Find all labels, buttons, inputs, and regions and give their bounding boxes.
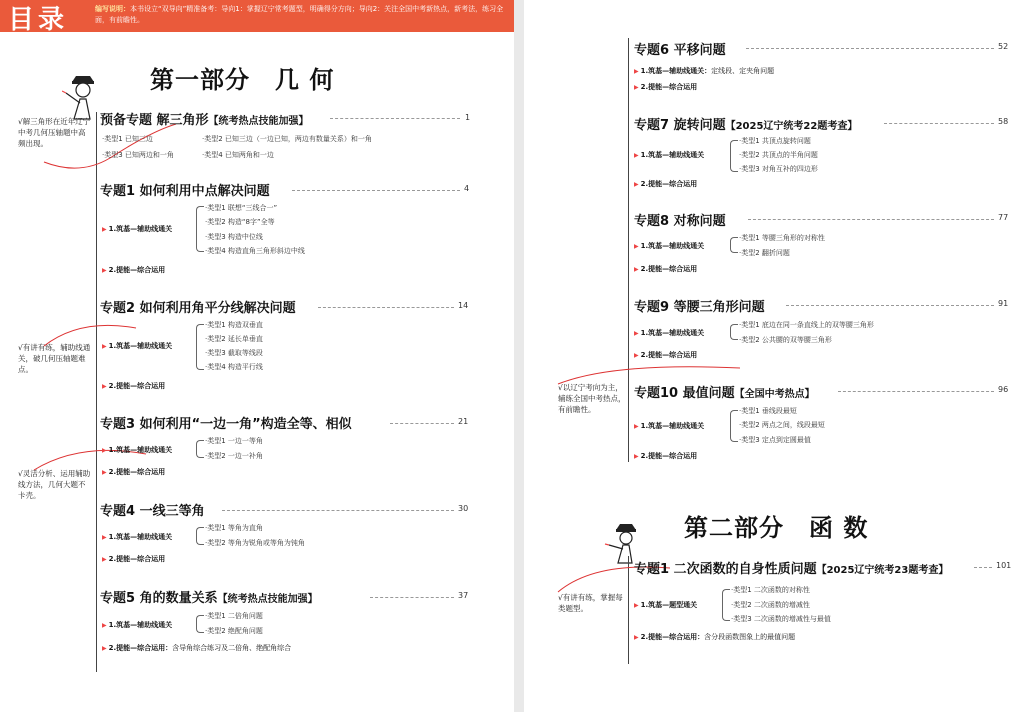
type-item: ·类型2 延长单垂直	[205, 335, 263, 343]
leader-dots	[838, 391, 994, 392]
topic-f1[interactable]: 专题1 二次函数的自身性质问题【2025辽宁统考23题考查】	[634, 562, 949, 577]
topic-7[interactable]: 专题7 旋转问题【2025辽宁统考22题考查】	[634, 118, 858, 133]
section-advanced: ▶ 2.提能—综合运用	[102, 555, 166, 563]
leader-dots	[292, 190, 460, 191]
banner-description: 编写说明：本书设立“双导向”精准备考：导向1：掌握辽宁常考题型，明确得分方向；导向2：关注全国中考新热点，新考法，练习全面，有前瞻性。	[95, 5, 504, 24]
type-item: ·类型1 等角为直角	[205, 524, 263, 532]
section-basics: ▶ 1.筑基—辅助线通关	[634, 422, 705, 430]
side-note-2: √有讲有练，辅助线通关，破几何压轴题难点。	[18, 343, 91, 374]
section-advanced: ▶ 2.提能—综合运用：含导角综合练习及二倍角、绝配角综合	[102, 644, 292, 652]
brace	[196, 206, 204, 252]
section-advanced: ▶ 2.提能—综合运用	[102, 266, 166, 274]
page-number: 30	[458, 504, 469, 513]
section-advanced: ▶ 2.提能—综合运用	[634, 180, 698, 188]
topic-9[interactable]: 专题9 等腰三角形问题	[634, 300, 765, 315]
section-advanced: ▶ 2.提能—综合运用	[634, 83, 698, 91]
brace	[196, 324, 204, 370]
leader-dots	[222, 510, 454, 511]
type-item: ·类型2 共顶点的半角问题	[739, 151, 818, 159]
brace	[722, 589, 730, 621]
topic-10[interactable]: 专题10 最值问题【全国中考热点】	[634, 386, 815, 401]
timeline-line	[628, 38, 629, 462]
leader-dots	[974, 567, 992, 568]
type-item: ·类型2 已知三边（一边已知，两边有数量关系）和一角	[202, 135, 372, 143]
topic-1[interactable]: 专题1 如何利用中点解决问题	[100, 184, 270, 199]
page-number: 37	[458, 591, 469, 600]
type-item: ·类型1 联想“三线合一”	[205, 204, 278, 212]
side-note-1: √解三角形在近年辽宁中考几何压轴题中高频出现。	[18, 117, 91, 148]
brace	[730, 140, 738, 172]
topic-4[interactable]: 专题4 一线三等角	[100, 504, 205, 519]
timeline-line	[96, 112, 97, 672]
leader-dots	[370, 597, 454, 598]
side-note-3: √灵活分析、运用辅助线方法，几何大题不卡壳。	[18, 469, 91, 500]
toc-title: 目录	[8, 5, 69, 35]
type-item: ·类型3 定点到定圆最值	[739, 436, 811, 444]
type-item: ·类型2 翻折问题	[739, 249, 790, 257]
type-item: ·类型4 构造平行线	[205, 363, 263, 371]
type-item: ·类型1 垂线段最短	[739, 407, 797, 415]
type-item: ·类型2 等角为锐角或等角为钝角	[205, 539, 305, 547]
type-item: ·类型3 二次函数的增减性与最值	[731, 615, 831, 623]
section-advanced: ▶ 2.提能—综合运用	[102, 382, 166, 390]
leader-dots	[884, 123, 994, 124]
topic-3[interactable]: 专题3 如何利用“一边一角”构造全等、相似	[100, 417, 352, 432]
page-number: 4	[464, 184, 470, 193]
type-item: ·类型3 截取等线段	[205, 349, 263, 357]
brace	[730, 410, 738, 442]
page-number: 52	[998, 42, 1009, 51]
brace	[730, 237, 738, 253]
leader-dots	[748, 219, 994, 220]
page-number: 21	[458, 417, 469, 426]
right-page	[524, 0, 1024, 712]
type-item: ·类型1 二次函数的对称性	[731, 586, 810, 594]
type-item: ·类型1 等腰三角形的对称性	[739, 234, 825, 242]
section-basics: ▶ 1.筑基—辅助线通关	[102, 621, 173, 629]
side-note-f: √有讲有练，掌握每类题型。	[558, 593, 623, 613]
topic-prep[interactable]: 预备专题 解三角形【统考热点技能加强】	[100, 113, 309, 128]
page-number: 1	[465, 113, 471, 122]
section-basics: ▶ 1.筑基—辅助线通关	[102, 225, 173, 233]
section-advanced: ▶ 2.提能—综合运用	[634, 452, 698, 460]
brace	[196, 527, 204, 545]
type-item: ·类型2 公共腰的双等腰三角形	[739, 336, 832, 344]
section-basics: ▶ 1.筑基—题型通关	[634, 601, 698, 609]
brace	[196, 615, 204, 633]
page-number: 91	[998, 299, 1009, 308]
type-item: ·类型1 一边一等角	[205, 437, 263, 445]
type-item: ·类型2 构造“8字”全等	[205, 218, 275, 226]
page-number: 14	[458, 301, 469, 310]
section-basics: ▶ 1.筑基—辅助线通关	[634, 151, 705, 159]
topic-6[interactable]: 专题6 平移问题	[634, 43, 726, 58]
brace	[196, 440, 204, 458]
page-number: 58	[998, 117, 1009, 126]
section-advanced: ▶ 2.提能—综合运用	[634, 265, 698, 273]
side-note-10: √以辽宁考向为主，辅练全国中考热点，有前瞻性。	[558, 383, 626, 414]
section-basics: ▶ 1.筑基—辅助线通关	[634, 242, 705, 250]
type-item: ·类型4 已知两角和一边	[202, 151, 274, 159]
type-item: ·类型1 已知三边	[102, 135, 153, 143]
leader-dots	[318, 307, 454, 308]
topic-5[interactable]: 专题5 角的数量关系【统考热点技能加强】	[100, 591, 318, 606]
type-item: ·类型3 构造中位线	[205, 233, 263, 241]
section-advanced: ▶ 2.提能—综合运用	[102, 468, 166, 476]
topic-2[interactable]: 专题2 如何利用角平分线解决问题	[100, 301, 296, 316]
leader-dots	[390, 423, 454, 424]
leader-dots	[330, 118, 460, 119]
type-item: ·类型2 绝配角问题	[205, 627, 263, 635]
type-item: ·类型2 两点之间，线段最短	[739, 421, 825, 429]
part-one-title: 第一部分 几 何	[150, 66, 335, 94]
section-basics: ▶ 1.筑基—辅助线通关	[102, 533, 173, 541]
section-advanced: ▶ 2.提能—综合运用：含分段函数图象上的最值问题	[634, 633, 796, 641]
leader-dots	[746, 48, 994, 49]
page-number: 101	[996, 561, 1012, 570]
type-item: ·类型3 已知两边和一角	[102, 151, 174, 159]
page-number: 77	[998, 213, 1009, 222]
part-two-title: 第二部分 函 数	[684, 514, 869, 542]
type-item: ·类型1 二倍角问题	[205, 612, 263, 620]
section-basics: ▶ 1.筑基—辅助线通关	[102, 446, 173, 454]
type-item: ·类型3 对角互补的四边形	[739, 165, 818, 173]
section-basics: ▶ 1.筑基—辅助线通关	[634, 329, 705, 337]
section-advanced: ▶ 2.提能—综合运用	[634, 351, 698, 359]
type-item: ·类型1 共顶点旋转问题	[739, 137, 811, 145]
section-basics: ▶ 1.筑基—辅助线通关	[102, 342, 173, 350]
type-item: ·类型2 二次函数的增减性	[731, 601, 810, 609]
topic-8[interactable]: 专题8 对称问题	[634, 214, 726, 229]
page-number: 96	[998, 385, 1009, 394]
brace	[730, 324, 738, 340]
section-basics: ▶ 1.筑基—辅助线通关：定线段、定夹角问题	[634, 67, 775, 75]
type-item: ·类型1 底边在同一条直线上的双等腰三角形	[739, 321, 874, 329]
type-item: ·类型2 一边一补角	[205, 452, 263, 460]
type-item: ·类型4 构造直角三角形斜边中线	[205, 247, 305, 255]
type-item: ·类型1 构造双垂直	[205, 321, 263, 329]
header-banner	[0, 0, 514, 35]
leader-dots	[786, 305, 994, 306]
